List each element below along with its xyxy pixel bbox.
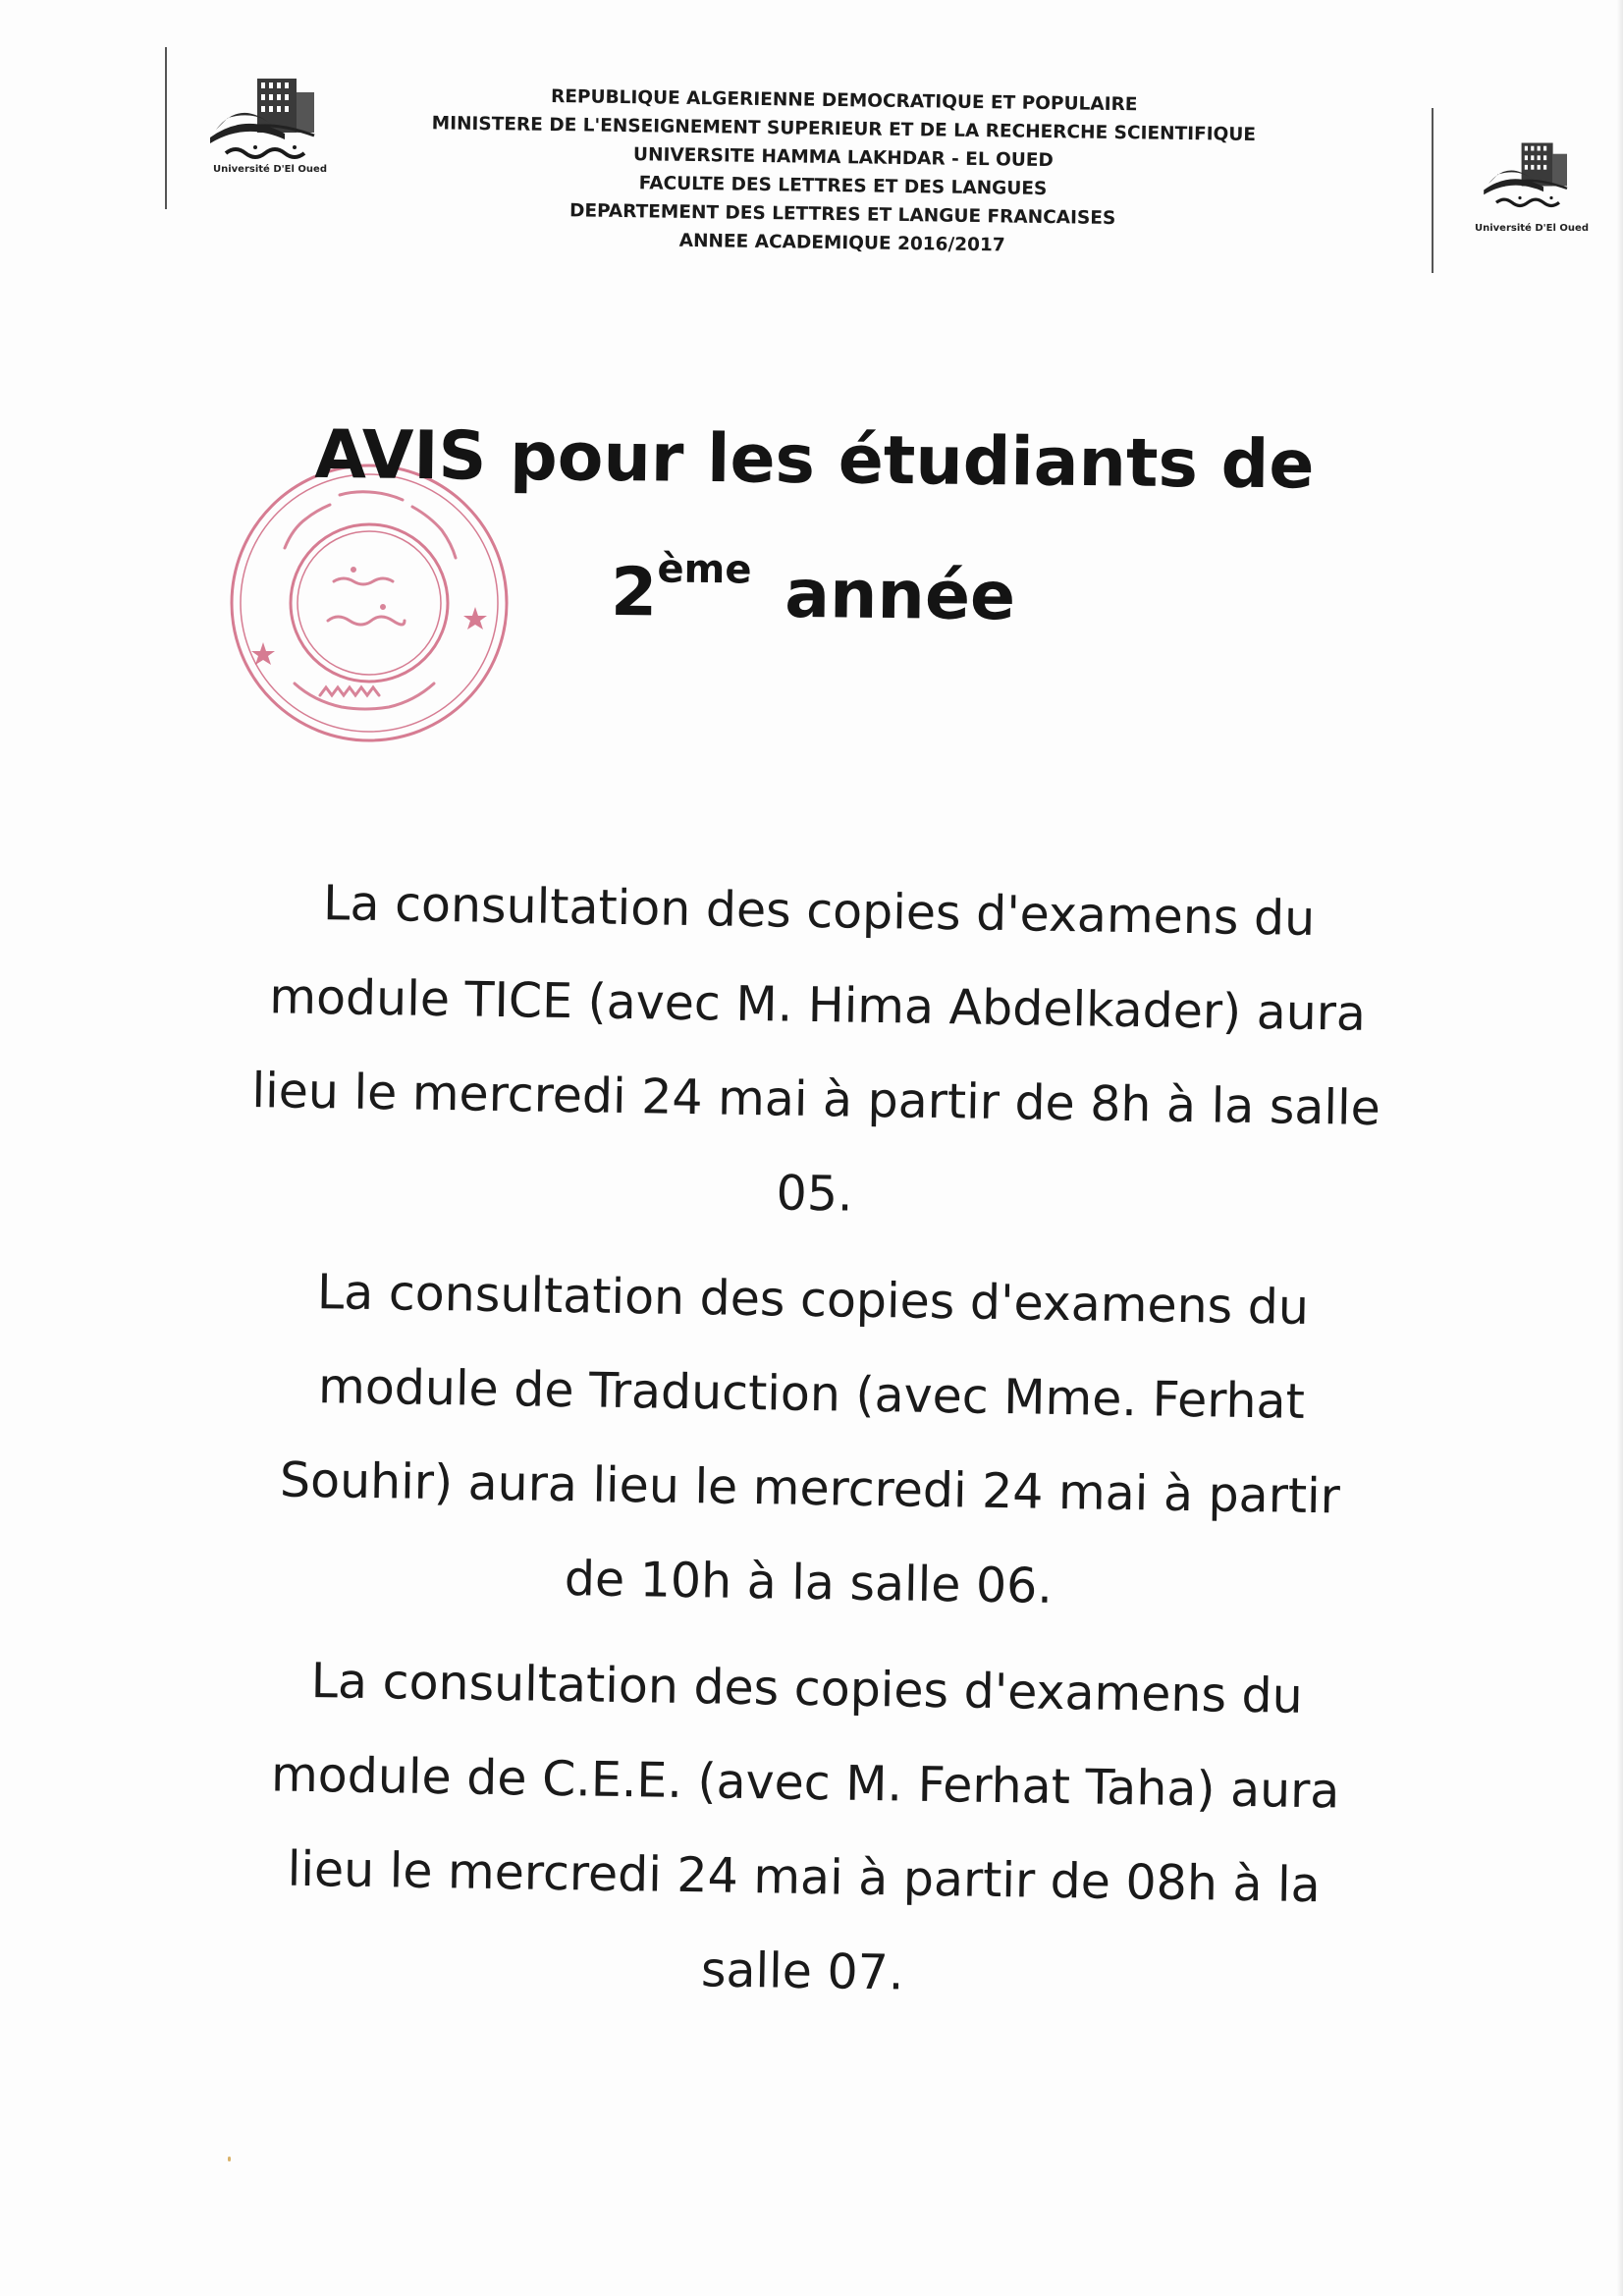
university-logo-right (1473, 128, 1591, 236)
university-logo-icon (196, 69, 344, 167)
paragraph-line: La consultation des copies d'examens du (322, 875, 1316, 947)
paragraph-line: salle 07. (700, 1941, 904, 2001)
paragraph-line: La consultation des copies d'examens du (316, 1264, 1310, 1336)
paragraph-line: La consultation des copies d'examens du (310, 1653, 1304, 1724)
institution-header (410, 81, 1276, 263)
paragraph-line: module TICE (avec M. Hima Abdelkader) aura (268, 968, 1367, 1042)
paragraph-line: lieu le mercredi 24 mai à partir de 8h à la salle (251, 1062, 1381, 1137)
header-line-republic: REPUBLIQUE ALGERIENNE DEMOCRATIQUE ET POPULAIRE (550, 85, 1138, 116)
title-line-2 (234, 520, 1393, 645)
university-logo-icon (1473, 128, 1591, 221)
paper-speck (228, 2157, 231, 2161)
header-line-university: UNIVERSITE HAMMA LAKHDAR - EL OUED (632, 144, 1055, 172)
logo-caption-left: Université D'El Oued (213, 164, 327, 175)
paragraph-line: lieu le mercredi 24 mai à partir de 08h à la (287, 1840, 1322, 1914)
logo-caption-right: Université D'El Oued (1475, 223, 1589, 234)
title-year-suffix: ème (657, 546, 752, 593)
paragraph-line: de 10h à la salle 06. (564, 1551, 1054, 1614)
page-edge-shadow (1617, 0, 1623, 2296)
university-logo-left (196, 69, 344, 177)
paragraph-traduction (180, 1243, 1442, 1640)
header-line-ministry: MINISTERE DE L'ENSEIGNEMENT SUPERIEUR ET DE LA RECHERCHE SCIENTIFIQUE (431, 113, 1257, 145)
paragraph-cee (174, 1632, 1436, 2029)
notice-body (174, 854, 1448, 2029)
title-year-number: 2 (610, 554, 658, 632)
notice-title (234, 410, 1394, 645)
right-divider-line (1432, 108, 1434, 273)
title-line-1: AVIS pour les étudiants de (314, 415, 1315, 505)
paragraph-tice (186, 854, 1448, 1251)
paragraph-line: module de C.E.E. (avec M. Ferhat Taha) aura (270, 1746, 1340, 1820)
paragraph-line: 05. (776, 1165, 854, 1223)
paragraph-line: module de Traduction (avec Mme. Ferhat (317, 1358, 1306, 1430)
header-line-department: DEPARTEMENT DES LETTRES ET LANGUE FRANCAISES (568, 200, 1116, 230)
left-divider-line (165, 47, 167, 209)
paragraph-line: Souhir) aura lieu le mercredi 24 mai à partir (279, 1451, 1341, 1525)
header-line-faculty: FACULTE DES LETTRES ET DES LANGUES (638, 173, 1048, 200)
title-year-word: année (784, 555, 1016, 636)
header-line-academic-year: ANNEE ACADEMIQUE 2016/2017 (678, 230, 1005, 256)
